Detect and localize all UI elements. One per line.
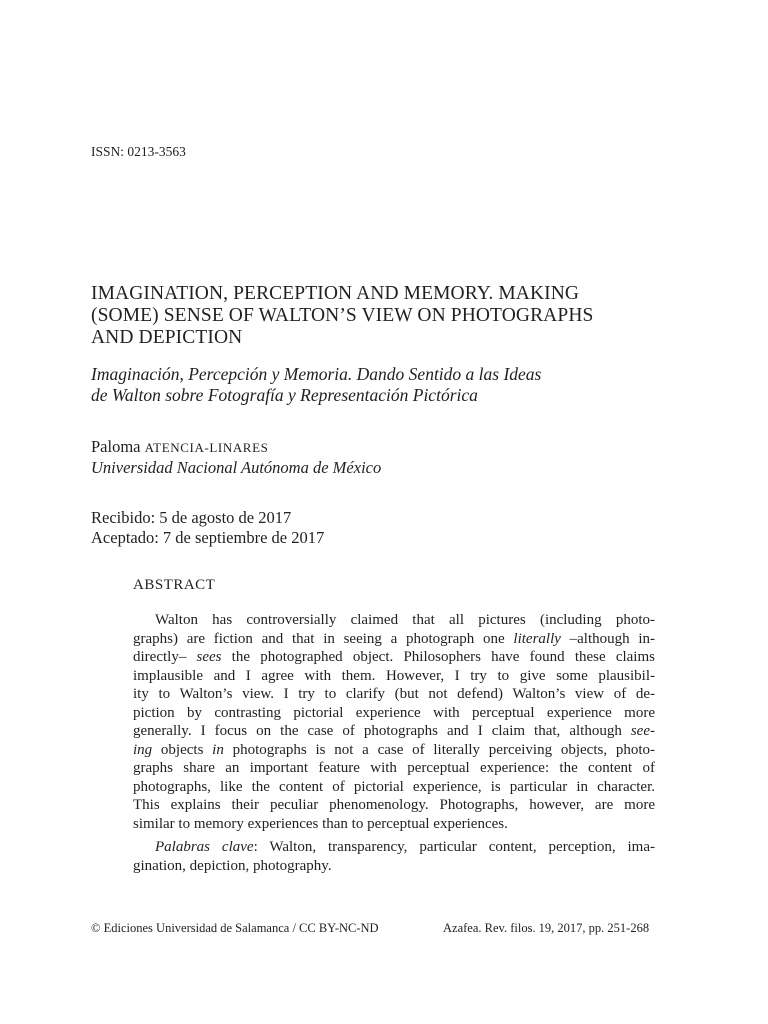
accepted-date: Aceptado: 7 de septiembre de 2017 — [91, 528, 325, 547]
abstract-line: piction by contrasting pictorial experience with perceptual experience more — [133, 704, 655, 721]
keywords-line — [133, 838, 655, 857]
abstract-line: implausible and I agree with them. However, I try to give some plausibil- — [133, 667, 655, 684]
footer-license: © Ediciones Universidad de Salamanca / CC BY-NC-ND — [91, 921, 379, 935]
abstract-line: generally. I focus on the case of photographs and I claim that, although see- — [133, 723, 655, 739]
title-line: AND DEPICTION — [91, 327, 243, 348]
author-name — [91, 437, 381, 458]
author-last-name: ATENCIA-LINARES — [144, 440, 269, 455]
abstract-line: This explains their peculiar phenomenology. Photographs, however, are more — [133, 797, 655, 813]
author-block — [91, 437, 381, 478]
abstract-body — [133, 611, 655, 833]
abstract-heading: ABSTRACT — [133, 577, 216, 593]
abstract-line: ity to Walton’s view. I try to clarify (but not defend) Walton’s view of de- — [133, 686, 655, 702]
article-title — [91, 283, 671, 349]
issn-label: ISSN: 0213-3563 — [91, 144, 186, 159]
subtitle-line: Imaginación, Percepción y Memoria. Dando Sentido a las Ideas — [91, 364, 542, 384]
abstract-line: Walton has controversially claimed that all pictures (including photo- — [155, 612, 655, 628]
keywords-text: : Walton, transparency, particular content, perception, ima- — [253, 839, 656, 855]
title-line: IMAGINATION, PERCEPTION AND MEMORY. MAKING — [91, 283, 580, 304]
keywords-label: Palabras clave — [155, 839, 254, 855]
title-line: (SOME) SENSE OF WALTON’S VIEW ON PHOTOGRAPHS — [91, 305, 594, 326]
keywords-line: gination, depiction, photography. — [133, 857, 332, 874]
abstract-line: graphs) are fiction and that in seeing a photograph one literally –although in- — [133, 630, 655, 647]
author-affiliation: Universidad Nacional Autónoma de México — [91, 458, 382, 477]
footer-citation: Azafea. Rev. filos. 19, 2017, pp. 251-268 — [443, 921, 650, 935]
abstract-line: similar to memory experiences than to perceptual experiences. — [133, 815, 508, 832]
abstract-line: graphs share an important feature with perceptual experience: the content of — [133, 760, 655, 776]
article-subtitle — [91, 364, 671, 406]
dates-block — [91, 508, 324, 548]
abstract-line: directly– sees the photographed object. Philosophers have found these claims — [133, 649, 655, 665]
abstract-line: ing objects in photographs is not a case of literally perceiving objects, photo- — [133, 741, 655, 758]
keywords-block — [133, 838, 655, 875]
abstract-line: photographs, like the content of pictorial experience, is particular in character. — [133, 778, 655, 795]
author-first-name: Paloma — [91, 437, 141, 456]
received-date: Recibido: 5 de agosto de 2017 — [91, 508, 292, 527]
subtitle-line: de Walton sobre Fotografía y Representación Pictórica — [91, 385, 478, 405]
